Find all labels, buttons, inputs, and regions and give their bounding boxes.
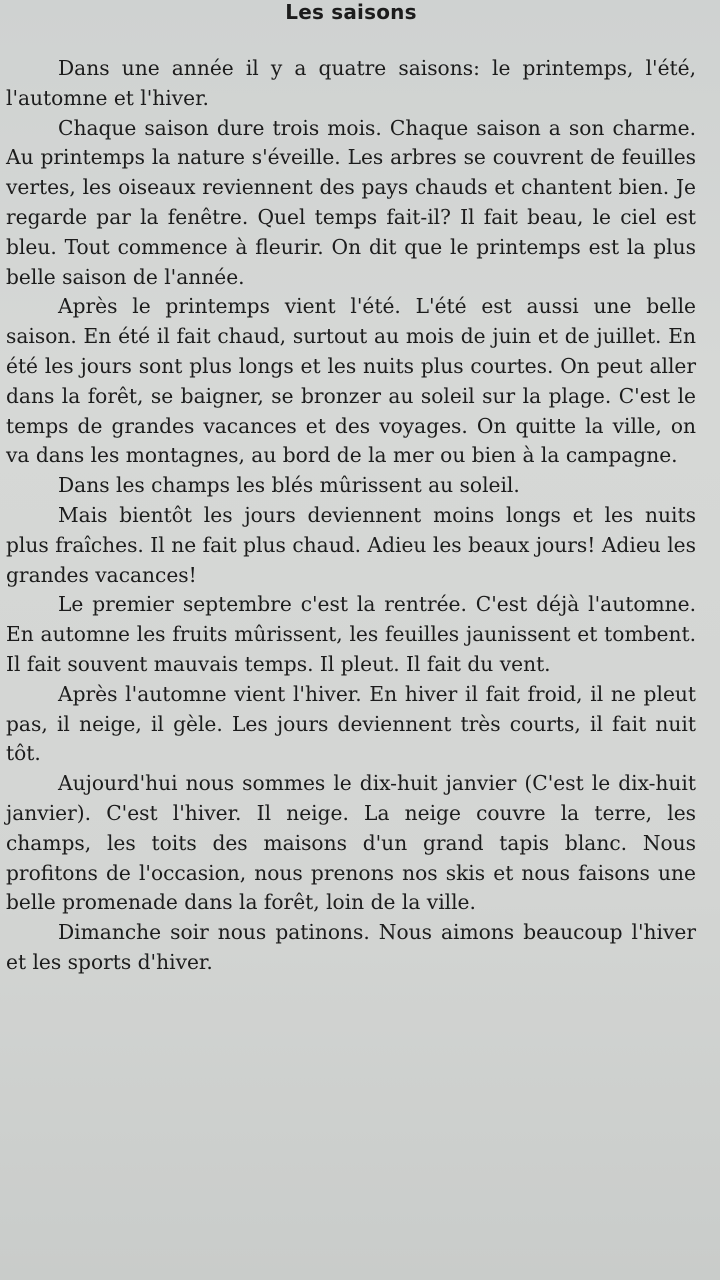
paragraph-6: Le premier septembre c'est la rentrée. C'est déjà l'automne. En automne les fruits mûrissent, les feuilles jaunissent et tombent. Il fait souvent mauvais temps. Il pleut. Il fait du vent. [6,592,696,676]
paragraph-9: Dimanche soir nous patinons. Nous aimons beaucoup l'hiver et les sports d'hiver. [6,920,696,974]
paragraph-1: Dans une année il y a quatre saisons: le printemps, l'été, l'automne et l'hiver. [6,56,696,110]
paragraph-4: Dans les champs les blés mûrissent au soleil. [58,473,520,498]
body-text [6,54,696,978]
page-title: Les saisons [285,0,417,24]
paragraph-8: Aujourd'hui nous sommes le dix-huit janvier (C'est le dix-huit janvier). C'est l'hiver. Il neige. La neige couvre la terre, les champs, les toits des maisons d'un grand tapis blanc. Nous profitons de l'occasion, nous prenons nos skis et nous faisons une belle promenade dans la forêt, loin de la ville. [6,771,696,915]
paragraph-3: Après le printemps vient l'été. L'été est aussi une belle saison. En été il fait chaud, surtout au mois de juin et de juillet. En été les jours sont plus longs et les nuits plus courtes. On peut aller dans la forêt, se baigner, se bronzer au soleil sur la plage. C'est le temps de grandes vacances et des voyages. On quitte la ville, on va dans les montagnes, au bord de la mer ou bien à la campagne. [6,294,696,468]
paragraph-5: Mais bientôt les jours deviennent moins longs et les nuits plus fraîches. Il ne fait plus chaud. Adieu les beaux jours! Adieu les grandes vacances! [6,502,696,587]
paragraph-2: Chaque saison dure trois mois. Chaque saison a son charme. Au printemps la nature s'éveille. Les arbres se couvrent de feuilles vertes, les oiseaux reviennent des pays chauds et chantent bien. Je regarde par la fenêtre. Quel temps fait-il? Il fait beau, le ciel est bleu. Tout commence à fleurir. On dit que le printemps est la plus belle saison de l'année. [6,115,696,289]
paragraph-7: Après l'automne vient l'hiver. En hiver il fait froid, il ne pleut pas, il neige, il gèle. Les jours deviennent très courts, il fait nuit tôt. [6,681,696,766]
